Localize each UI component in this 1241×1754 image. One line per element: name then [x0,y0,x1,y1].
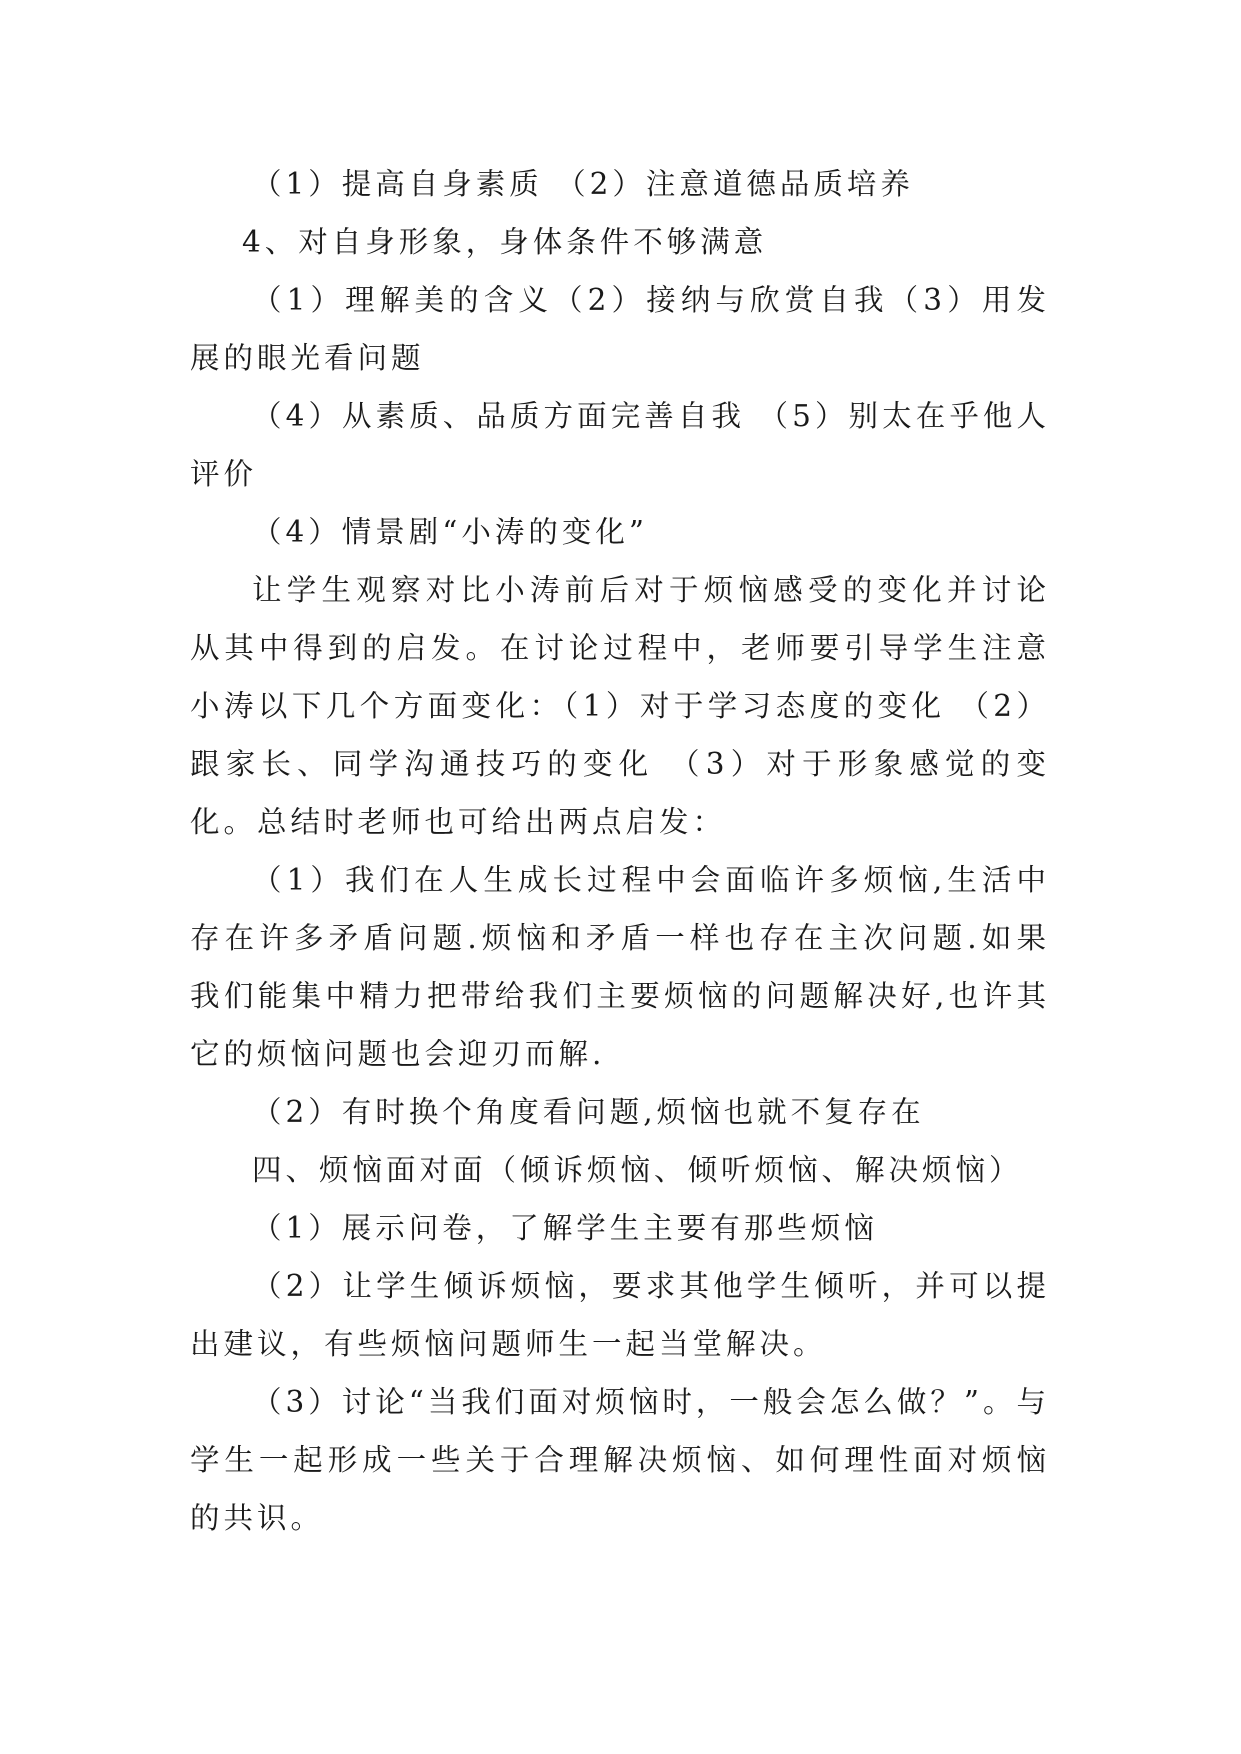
paragraph-8: （2）有时换个角度看问题,烦恼也就不复存在 [252,1095,925,1129]
paragraph-4: （4）从素质、品质方面完善自我 （5）别太在乎他人评价 [190,399,1050,491]
paragraph-3: （1）理解美的含义（2）接纳与欣赏自我（3）用发展的眼光看问题 [190,283,1050,375]
paragraph-7: （1）我们在人生成长过程中会面临许多烦恼,生活中存在许多矛盾问题.烦恼和矛盾一样也存在主次问题.如果我们能集中精力把带给我们主要烦恼的问题解决好,也许其它的烦恼问题也会迎刃而解. [190,863,1050,1071]
paragraph-5: （4）情景剧“小涛的变化” [252,515,648,549]
paragraph-12: （3）讨论“当我们面对烦恼时，一般会怎么做？”。与学生一起形成一些关于合理解决烦恼、如何理性面对烦恼的共识。 [190,1385,1050,1535]
paragraph-10: （1）展示问卷，了解学生主要有那些烦恼 [252,1211,878,1245]
paragraph-2: 4、对自身形象，身体条件不够满意 [242,225,768,259]
paragraph-6: 让学生观察对比小涛前后对于烦恼感受的变化并讨论从其中得到的启发。在讨论过程中，老师要引导学生注意小涛以下几个方面变化：（1）对于学习态度的变化 （2）跟家长、同学沟通技巧的变化 （3）对于形象感觉的变化。总结时老师也可给出两点启发： [190,573,1050,839]
paragraph-11: （2）让学生倾诉烦恼，要求其他学生倾听，并可以提出建议，有些烦恼问题师生一起当堂解决。 [190,1269,1050,1361]
document-page [190,155,1050,1547]
paragraph-9: 四、烦恼面对面（倾诉烦恼、倾听烦恼、解决烦恼） [252,1153,1023,1187]
paragraph-1: （1）提高自身素质 （2）注意道德品质培养 [252,167,914,201]
